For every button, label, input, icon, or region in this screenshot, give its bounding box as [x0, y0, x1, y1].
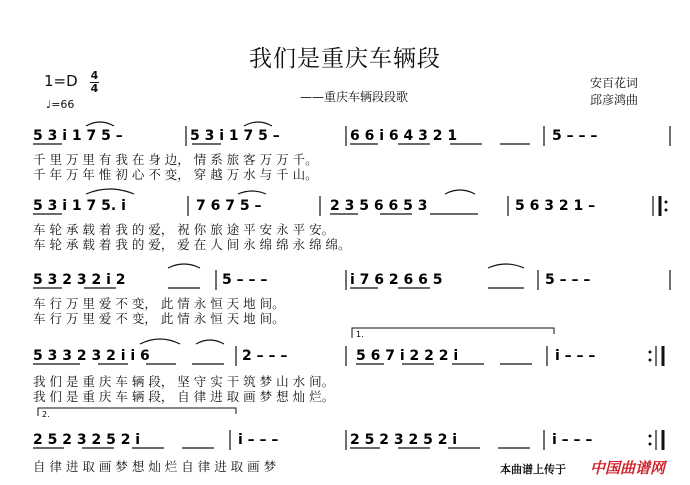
- system-3-lyrics-verse-2: 车 行 万 里 爱 不 变， 此 情 永 恒 天 地 间。: [33, 311, 285, 326]
- song-subtitle: ——重庆车辆段段歌: [300, 90, 409, 104]
- system-2-lyrics-verse-1: 车 轮 承 载 着 我 的 爱， 祝 你 旅 途 平 安 永 平 安。: [33, 222, 335, 237]
- svg-text:i – – –: i – – –: [555, 348, 596, 364]
- time-signature: [90, 70, 99, 95]
- svg-text:5 – – –: 5 – – –: [552, 128, 598, 144]
- tempo-mark: ♩=66: [46, 98, 75, 111]
- volta-bracket-1: [352, 328, 554, 338]
- repeat-dot-upper: [649, 351, 652, 354]
- svg-text:i – – –: i – – –: [552, 432, 593, 448]
- watermark-site-logo: 中国曲谱网: [590, 459, 666, 477]
- system-2-lyrics-verse-2: 车 轮 承 载 着 我 的 爱， 爱 在 人 间 永 绵 绵 永 绵 绵。: [33, 237, 351, 252]
- system-4-lyrics-verse-1: 我 们 是 重 庆 车 辆 段， 坚 守 实 干 筑 梦 山 水 间。: [33, 374, 335, 389]
- svg-text:5 3 2 3 2 i 2: 5 3 2 3 2 i 2: [33, 272, 126, 288]
- volta-label-2: 2.: [42, 410, 50, 419]
- svg-text:5 3 i 1 7 5. i: 5 3 i 1 7 5. i: [33, 198, 126, 214]
- svg-text:5 – – –: 5 – – –: [222, 272, 268, 288]
- svg-text:2 – – –: 2 – – –: [242, 348, 288, 364]
- svg-text:5 3 i 1 7 5 –: 5 3 i 1 7 5 –: [33, 128, 123, 144]
- watermark-text: 本曲谱上传于: [500, 463, 566, 476]
- repeat-dot-upper: [649, 435, 652, 438]
- svg-text:2 5 2 3 2 5 2 i: 2 5 2 3 2 5 2 i: [350, 432, 458, 448]
- time-signature-bottom: 4: [90, 82, 99, 95]
- svg-text:2 5 2 3 2 5 2 i: 2 5 2 3 2 5 2 i: [33, 432, 141, 448]
- svg-text:5 6 3 2 1 –: 5 6 3 2 1 –: [515, 198, 596, 214]
- system-1-lyrics-verse-1: 千 里 万 里 有 我 在 身 边， 情 系 旅 客 万 万 千。: [33, 152, 318, 167]
- system-5-lyrics: 自 律 进 取 画 梦 想 灿 烂 自 律 进 取 画 梦: [33, 459, 277, 474]
- repeat-dot-lower: [649, 359, 652, 362]
- svg-text:5 3 i 1 7 5 –: 5 3 i 1 7 5 –: [190, 128, 280, 144]
- key-signature: 1=D: [44, 72, 78, 90]
- svg-text:6 6 i 6 4 3 2 1: 6 6 i 6 4 3 2 1: [350, 128, 458, 144]
- time-signature-top: 4: [90, 69, 99, 82]
- svg-text:i 7 6 2 6 6 5: i 7 6 2 6 6 5: [350, 272, 443, 288]
- svg-text:5 – – –: 5 – – –: [545, 272, 591, 288]
- volta-bracket-2: [38, 408, 236, 416]
- lyricist-credit: 安百花词: [590, 76, 639, 90]
- repeat-dot-upper: [665, 201, 668, 204]
- svg-text:7 6 7 5 –: 7 6 7 5 –: [196, 198, 262, 214]
- system-4-lyrics-verse-2: 我 们 是 重 庆 车 辆 段， 自 律 进 取 画 梦 想 灿 烂。: [33, 389, 335, 404]
- repeat-dot-lower: [665, 209, 668, 212]
- song-title: 我们是重庆车辆段: [249, 46, 441, 72]
- svg-text:i – – –: i – – –: [238, 432, 279, 448]
- svg-text:5 3 3 2 3 2 i i 6: 5 3 3 2 3 2 i i 6: [33, 348, 150, 364]
- composer-credit: 邱彦鸿曲: [590, 93, 639, 107]
- repeat-dot-lower: [649, 443, 652, 446]
- svg-text:2 3 5 6 6 5 3: 2 3 5 6 6 5 3: [330, 198, 428, 214]
- volta-label-1: 1.: [356, 330, 364, 339]
- svg-text:5 6 7 i 2 2 2 i: 5 6 7 i 2 2 2 i: [356, 348, 459, 364]
- system-3-lyrics-verse-1: 车 行 万 里 爱 不 变， 此 情 永 恒 天 地 间。: [33, 296, 285, 311]
- system-1-lyrics-verse-2: 千 年 万 年 惟 初 心 不 变， 穿 越 万 水 与 千 山。: [33, 167, 318, 182]
